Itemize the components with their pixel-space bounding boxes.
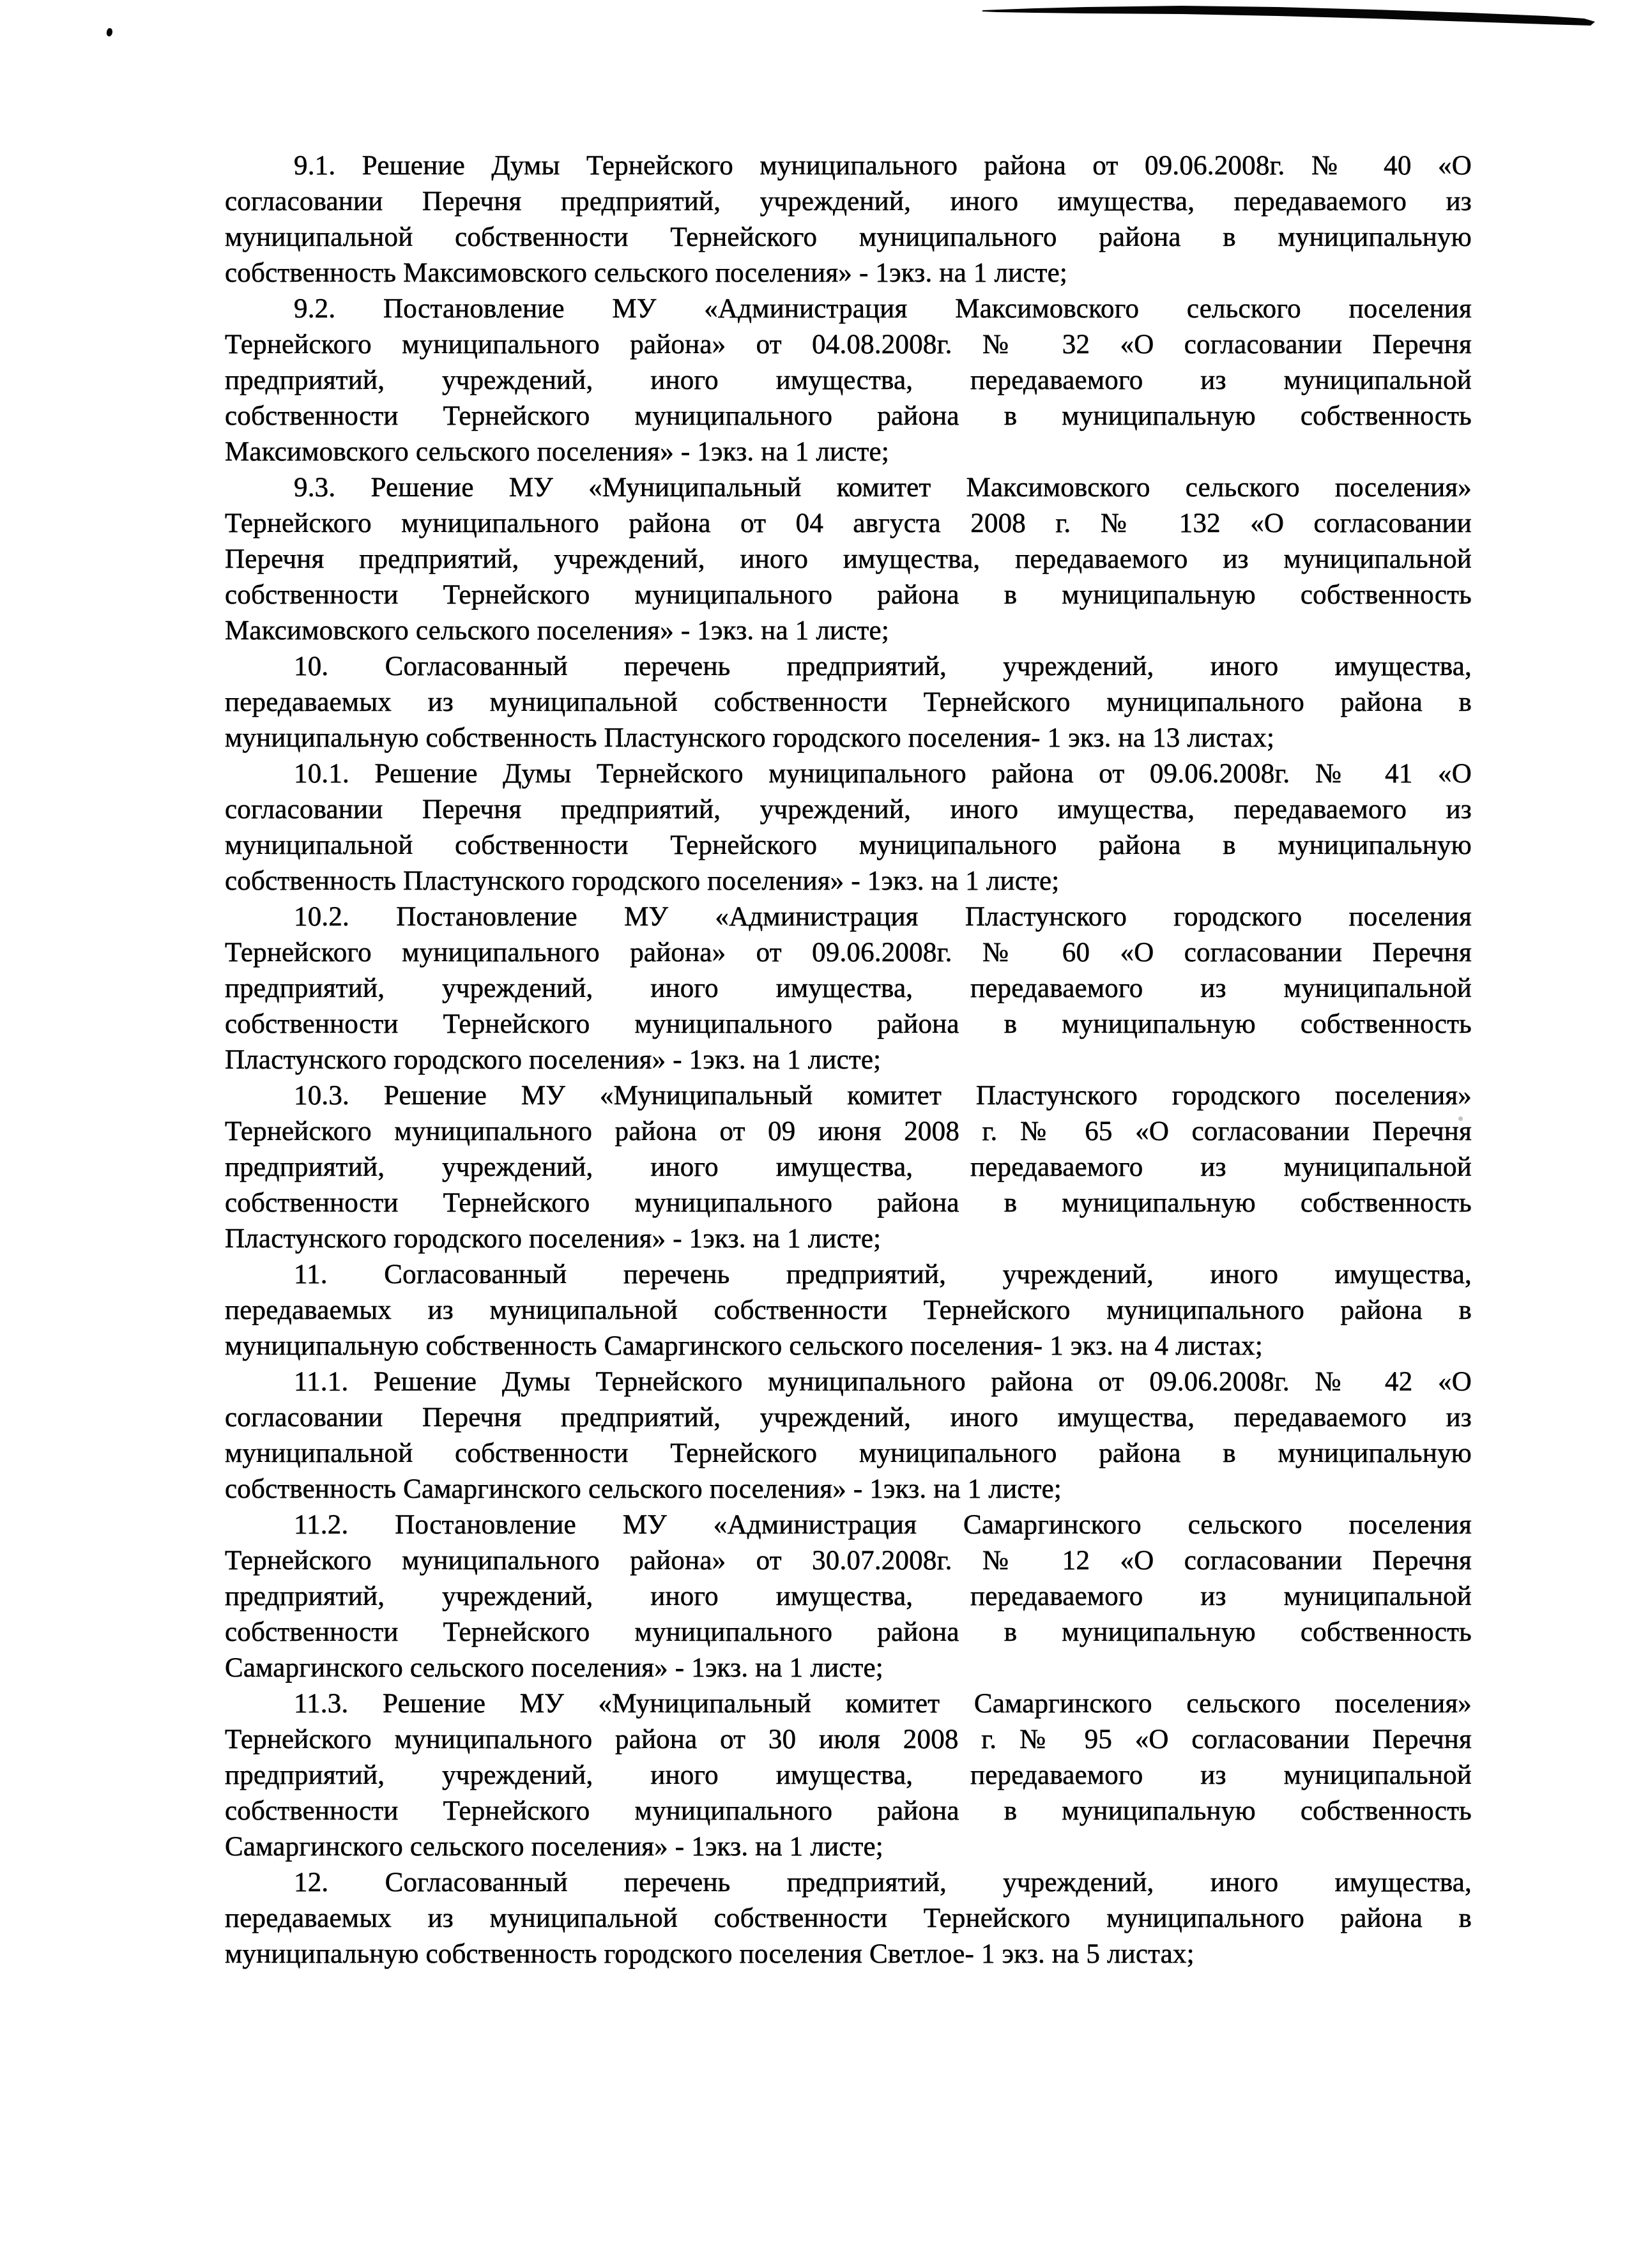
text-line: Максимовского сельского поселения» - 1экз. на 1 листе; — [225, 437, 889, 467]
text-line: предприятий, учреждений, иного имущества, передаваемого из муниципальной — [225, 365, 1472, 395]
text-line: 11. Согласованный перечень предприятий, учреждений, иного имущества, — [294, 1260, 1472, 1290]
text-line: 10.1. Решение Думы Тернейского муниципального района от 09.06.2008г. № 41 «О — [294, 759, 1472, 789]
text-line: Самаргинского сельского поселения» - 1экз. на 1 листе; — [225, 1832, 883, 1862]
text-line: Тернейского муниципального района от 09 июня 2008 г. № 65 «О согласовании Перечня — [225, 1116, 1472, 1146]
paragraph-9-3 — [225, 470, 1472, 649]
text-line: 9.1. Решение Думы Тернейского муниципального района от 09.06.2008г. № 40 «О — [294, 151, 1472, 181]
text-line: согласовании Перечня предприятий, учреждений, иного имущества, передаваемого из — [225, 795, 1472, 825]
text-line: Пластунского городского поселения» - 1экз. на 1 листе; — [225, 1224, 882, 1254]
text-line: муниципальной собственности Тернейского муниципального района в муниципальную — [225, 1438, 1472, 1468]
text-line: собственности Тернейского муниципального района в муниципальную собственность — [225, 1796, 1472, 1826]
text-line: Самаргинского сельского поселения» - 1экз. на 1 листе; — [225, 1653, 883, 1683]
text-line: 9.2. Постановление МУ «Администрация Максимовского сельского поселения — [294, 294, 1472, 324]
text-line: собственности Тернейского муниципального района в муниципальную собственность — [225, 580, 1472, 610]
text-line: Перечня предприятий, учреждений, иного имущества, передаваемого из муниципальной — [225, 544, 1472, 574]
text-line: 11.1. Решение Думы Тернейского муниципального района от 09.06.2008г. № 42 «О — [294, 1367, 1472, 1397]
text-line: собственности Тернейского муниципального района в муниципальную собственность — [225, 1188, 1472, 1218]
paragraph-10-1 — [225, 756, 1472, 899]
text-line: Тернейского муниципального района от 30 июля 2008 г. № 95 «О согласовании Перечня — [225, 1724, 1472, 1754]
text-line: собственности Тернейского муниципального района в муниципальную собственность — [225, 401, 1472, 431]
text-line: муниципальной собственности Тернейского муниципального района в муниципальную — [225, 222, 1472, 252]
paragraph-10 — [225, 649, 1472, 756]
scan-artifact-line — [0, 0, 1634, 51]
text-line: предприятий, учреждений, иного имущества, передаваемого из муниципальной — [225, 973, 1472, 1003]
text-line: 9.3. Решение МУ «Муниципальный комитет Максимовского сельского поселения» — [294, 473, 1472, 503]
paragraph-9-2 — [225, 291, 1472, 470]
text-line: передаваемых из муниципальной собственности Тернейского муниципального района в — [225, 1295, 1472, 1325]
text-line: согласовании Перечня предприятий, учреждений, иного имущества, передаваемого из — [225, 186, 1472, 217]
text-line: Пластунского городского поселения» - 1экз. на 1 листе; — [225, 1045, 882, 1075]
text-line: предприятий, учреждений, иного имущества, передаваемого из муниципальной — [225, 1152, 1472, 1182]
text-line: муниципальную собственность городского поселения Светлое- 1 экз. на 5 листах; — [225, 1939, 1195, 1969]
text-line: передаваемых из муниципальной собственности Тернейского муниципального района в — [225, 1903, 1472, 1933]
text-line: предприятий, учреждений, иного имущества, передаваемого из муниципальной — [225, 1581, 1472, 1611]
text-line: Тернейского муниципального района» от 09.06.2008г. № 60 «О согласовании Перечня — [225, 938, 1472, 968]
text-line: собственность Самаргинского сельского поселения» - 1экз. на 1 листе; — [225, 1474, 1062, 1504]
text-line: Тернейского муниципального района» от 04.08.2008г. № 32 «О согласовании Перечня — [225, 330, 1472, 360]
paragraph-11 — [225, 1257, 1472, 1364]
text-line: 10.2. Постановление МУ «Администрация Пластунского городского поселения — [294, 902, 1472, 932]
paragraph-11-2 — [225, 1507, 1472, 1686]
paragraph-9-1 — [225, 148, 1472, 291]
text-line: предприятий, учреждений, иного имущества, передаваемого из муниципальной — [225, 1760, 1472, 1790]
paragraph-11-3 — [225, 1686, 1472, 1865]
text-line: согласовании Перечня предприятий, учреждений, иного имущества, передаваемого из — [225, 1403, 1472, 1433]
text-line: муниципальную собственность Пластунского городского поселения- 1 экз. на 13 листах; — [225, 723, 1275, 753]
text-line: Тернейского муниципального района от 04 августа 2008 г. № 132 «О согласовании — [225, 508, 1472, 538]
paragraph-10-2 — [225, 899, 1472, 1078]
paragraph-11-1 — [225, 1364, 1472, 1507]
text-line: муниципальной собственности Тернейского муниципального района в муниципальную — [225, 830, 1472, 860]
text-line: Максимовского сельского поселения» - 1экз. на 1 листе; — [225, 616, 889, 646]
text-line: 11.3. Решение МУ «Муниципальный комитет Самаргинского сельского поселения» — [294, 1689, 1472, 1719]
text-line: собственности Тернейского муниципального района в муниципальную собственность — [225, 1009, 1472, 1039]
text-line: 10.3. Решение МУ «Муниципальный комитет Пластунского городского поселения» — [294, 1081, 1472, 1111]
text-line: муниципальную собственность Самаргинского сельского поселения- 1 экз. на 4 листах; — [225, 1331, 1264, 1361]
text-line: собственность Максимовского сельского поселения» - 1экз. на 1 листе; — [225, 258, 1068, 288]
text-line: Тернейского муниципального района» от 30.07.2008г. № 12 «О согласовании Перечня — [225, 1546, 1472, 1576]
text-line: 10. Согласованный перечень предприятий, учреждений, иного имущества, — [294, 651, 1472, 681]
text-block — [225, 148, 1472, 1972]
text-line: передаваемых из муниципальной собственности Тернейского муниципального района в — [225, 687, 1472, 717]
text-line: собственность Пластунского городского поселения» - 1экз. на 1 листе; — [225, 866, 1060, 896]
paragraph-10-3 — [225, 1078, 1472, 1257]
paragraph-12 — [225, 1865, 1472, 1972]
text-line: 12. Согласованный перечень предприятий, учреждений, иного имущества, — [294, 1868, 1472, 1898]
text-line: собственности Тернейского муниципального района в муниципальную собственность — [225, 1617, 1472, 1647]
text-line: 11.2. Постановление МУ «Администрация Самаргинского сельского поселения — [294, 1510, 1472, 1540]
